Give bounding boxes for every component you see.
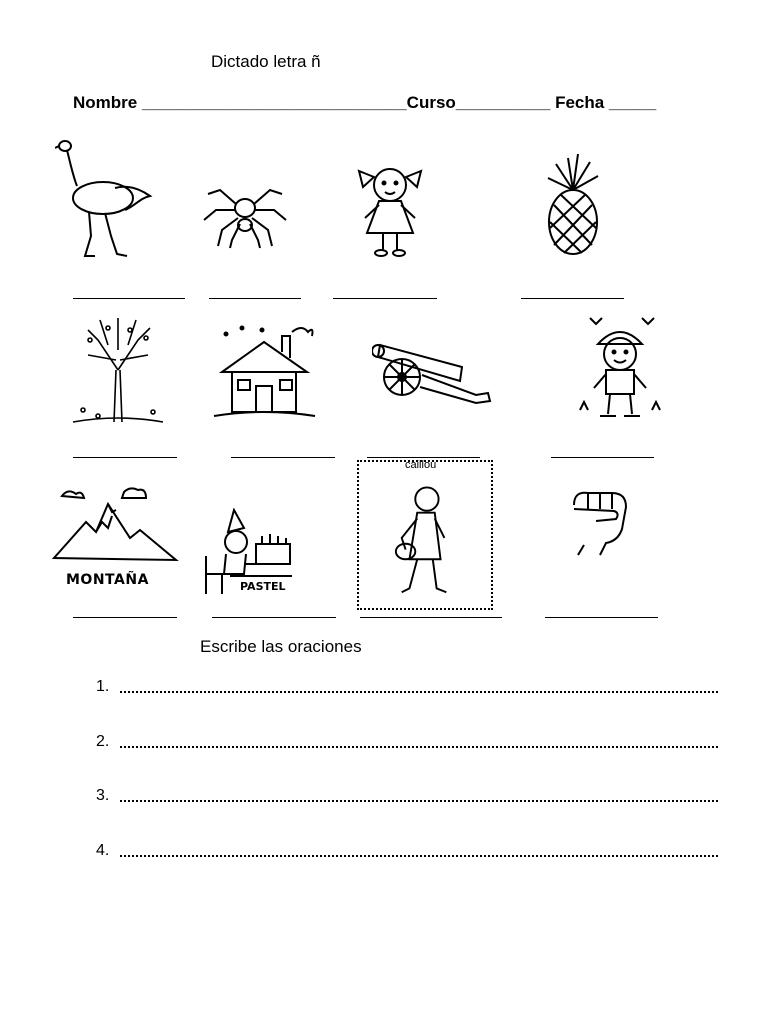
picture-label: MONTAÑA bbox=[66, 572, 149, 588]
dotted-writing-line bbox=[120, 691, 718, 693]
autumn-tree-icon bbox=[68, 310, 168, 430]
answer-blank[interactable] bbox=[209, 298, 301, 299]
answer-blank[interactable] bbox=[231, 457, 335, 458]
sentence-number: 4. bbox=[96, 842, 110, 859]
answer-blank[interactable] bbox=[73, 298, 185, 299]
dotted-writing-line bbox=[120, 800, 718, 802]
answer-blank[interactable] bbox=[545, 617, 658, 618]
dotted-writing-line bbox=[120, 855, 718, 857]
girl-icon bbox=[345, 163, 435, 258]
spider-icon bbox=[200, 180, 290, 250]
ostrich-icon bbox=[55, 136, 155, 261]
answer-blank[interactable] bbox=[360, 617, 502, 618]
sentence-line[interactable] bbox=[96, 842, 718, 864]
cannon-icon bbox=[372, 335, 492, 407]
answer-blank[interactable] bbox=[551, 457, 654, 458]
answer-blank[interactable] bbox=[73, 457, 177, 458]
sentence-number: 3. bbox=[96, 787, 110, 804]
grandmother-icon bbox=[357, 460, 493, 610]
sentence-line[interactable] bbox=[96, 733, 718, 755]
answer-blank[interactable] bbox=[521, 298, 624, 299]
snowy-cabin-icon bbox=[212, 322, 317, 422]
section-title: Escribe las oraciones bbox=[200, 637, 362, 656]
picture-label: caillou bbox=[405, 459, 437, 471]
answer-blank[interactable] bbox=[73, 617, 177, 618]
answer-blank[interactable] bbox=[212, 617, 336, 618]
sentence-number: 2. bbox=[96, 733, 110, 750]
student-info-line: Nombre ____________________________Curso__________ Fecha _____ bbox=[73, 93, 657, 112]
answer-blank[interactable] bbox=[333, 298, 437, 299]
sentence-number: 1. bbox=[96, 678, 110, 695]
sentence-line[interactable] bbox=[96, 787, 718, 809]
page-title: Dictado letra ñ bbox=[211, 52, 321, 71]
boy-icon bbox=[572, 310, 668, 425]
dotted-writing-line bbox=[120, 746, 718, 748]
answer-blank[interactable] bbox=[367, 457, 480, 458]
pineapple-icon bbox=[538, 150, 608, 258]
picture-label: PASTEL bbox=[240, 580, 286, 593]
fist-icon bbox=[560, 485, 640, 557]
sentence-line[interactable] bbox=[96, 678, 718, 700]
